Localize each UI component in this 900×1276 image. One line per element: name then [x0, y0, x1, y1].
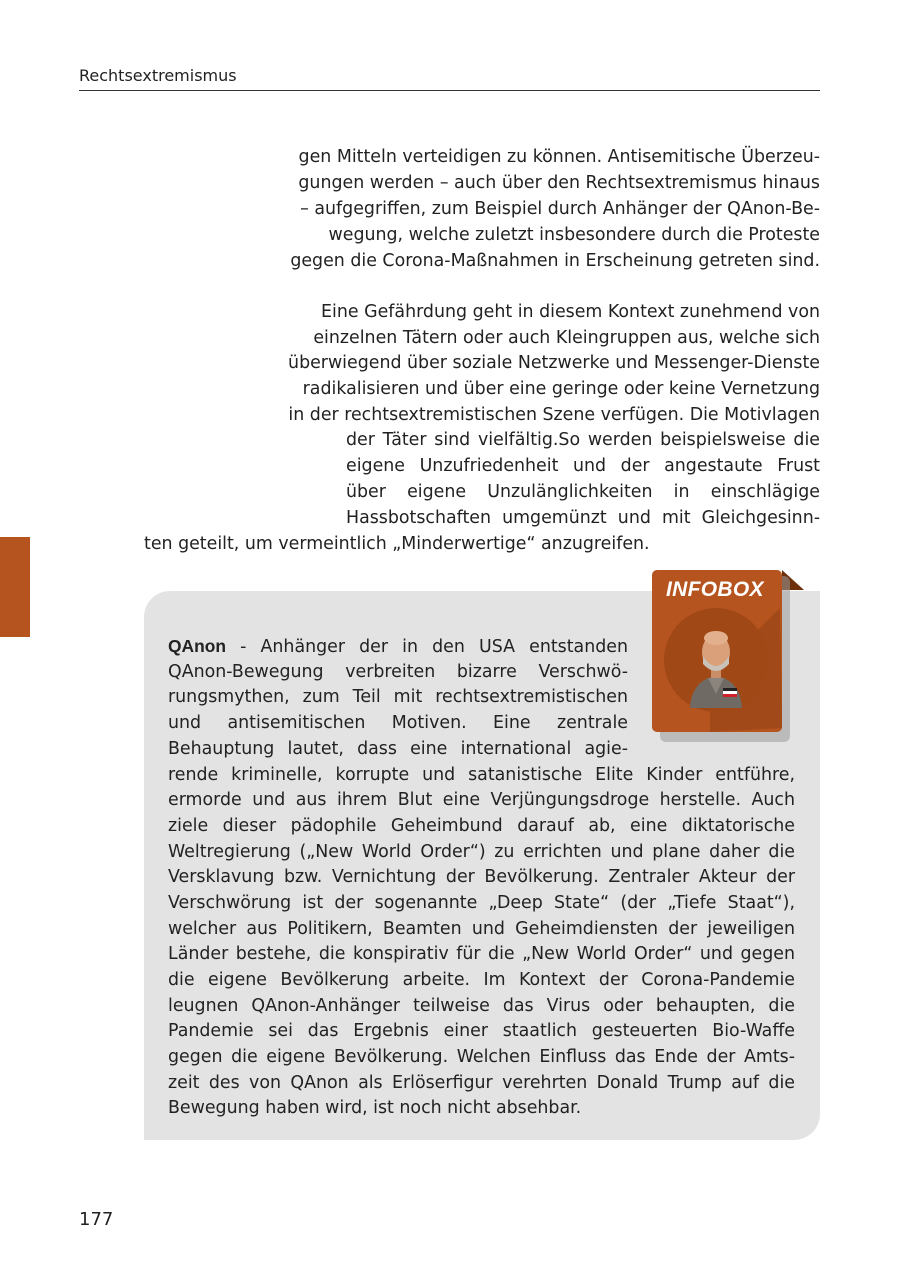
infobox-line: zeit des von QAnon als Erlöserfigur verehrten Donald Trump auf die — [168, 1073, 795, 1093]
paragraph-line: einzelnen Tätern oder auch Kleingruppen aus, welche sich — [313, 328, 820, 348]
infobox-line: welcher aus Politikern, Beamten und Geheimdiensten der jeweiligen — [168, 919, 795, 939]
header-divider — [79, 90, 820, 91]
paragraph-line: wegung, welche zuletzt insbesondere durch die Proteste — [328, 225, 820, 245]
chapter-tab-marker — [0, 537, 30, 637]
infobox-line: rende kriminelle, korrupte und satanistische Elite Kinder entführe, — [168, 765, 795, 785]
infobox-line: gegen die eigene Bevölkerung. Welchen Einfluss das Ende der Amts- — [168, 1047, 795, 1067]
infobox-line: QAnon-Bewegung verbreiten bizarre Verschwö- — [168, 662, 628, 682]
paragraph-line: Eine Gefährdung geht in diesem Kontext zunehmend von — [321, 302, 820, 322]
page-number: 177 — [79, 1209, 114, 1230]
infobox-line: Versklavung bzw. Vernichtung der Bevölkerung. Zentraler Akteur der — [168, 867, 795, 887]
infobox-line: die eigene Bevölkerung arbeite. Im Kontext der Corona-Pandemie — [168, 970, 795, 990]
infobox-term: QAnon — [168, 636, 226, 656]
infobox-line: Pandemie sei das Ergebnis einer staatlich gesteuerten Bio-Waffe — [168, 1021, 795, 1041]
paragraph-line: der Täter sind vielfältig.So werden beispielsweise die — [346, 430, 820, 450]
flag-icon — [723, 688, 737, 697]
paragraph-line: eigene Unzufriedenheit und der angestaute Frust — [346, 456, 820, 476]
infobox-line: Bewegung haben wird, ist noch nicht absehbar. — [168, 1098, 582, 1118]
infobox-line: Verschwörung ist der sogenannte „Deep State“ (der „Tiefe Staat“), — [168, 893, 795, 913]
paragraph-line: gegen die Corona-Maßnahmen in Erscheinung getreten sind. — [290, 251, 820, 271]
paragraph-line: gen Mitteln verteidigen zu können. Antisemitische Überzeu- — [298, 147, 820, 167]
infobox-line: Weltregierung („New World Order“) zu errichten und plane daher die — [168, 842, 795, 862]
infobox-line: ziele dieser pädophile Geheimbund darauf ab, eine diktatorische — [168, 816, 795, 836]
infobox-label: INFOBOX — [666, 578, 764, 601]
paragraph-line: in der rechtsextremistischen Szene verfügen. Die Motivlagen — [288, 405, 820, 425]
infobox-line: leugnen QAnon-Anhänger teilweise das Virus oder behaupten, die — [168, 996, 795, 1016]
infobox-line: Länder bestehe, die konspirativ für die „New World Order“ und gegen — [168, 944, 795, 964]
header-title: Rechtsextremismus — [79, 66, 237, 85]
infobox-line: rungsmythen, zum Teil mit rechtsextremistischen — [168, 687, 628, 707]
infobox-first-line — [168, 636, 628, 657]
paragraph-line: – aufgegriffen, zum Beispiel durch Anhänger der QAnon-Be- — [300, 199, 820, 219]
paragraph-line: radikalisieren und über eine geringe oder keine Vernetzung — [302, 379, 820, 399]
infobox-line: ermorde und aus ihrem Blut eine Verjüngungsdroge herstelle. Auch — [168, 790, 795, 810]
infobox-line: Behauptung lautet, dass eine international agie- — [168, 739, 628, 759]
paragraph-line: überwiegend über soziale Netzwerke und Messenger-Dienste — [288, 353, 820, 373]
paragraph-line: über eigene Unzulänglichkeiten in einschlägige — [346, 482, 820, 502]
infobox-line: und antisemitischen Motiven. Eine zentrale — [168, 713, 628, 733]
paragraph-line: gungen werden – auch über den Rechtsextremismus hinaus — [298, 173, 820, 193]
paragraph-line: ten geteilt, um vermeintlich „Minderwertige“ anzugreifen. — [144, 534, 650, 554]
infobox-first-line-rest: - Anhänger der in den USA entstanden — [225, 637, 628, 657]
paragraph-line: Hassbotschaften umgemünzt und mit Gleichgesinn- — [346, 508, 820, 528]
